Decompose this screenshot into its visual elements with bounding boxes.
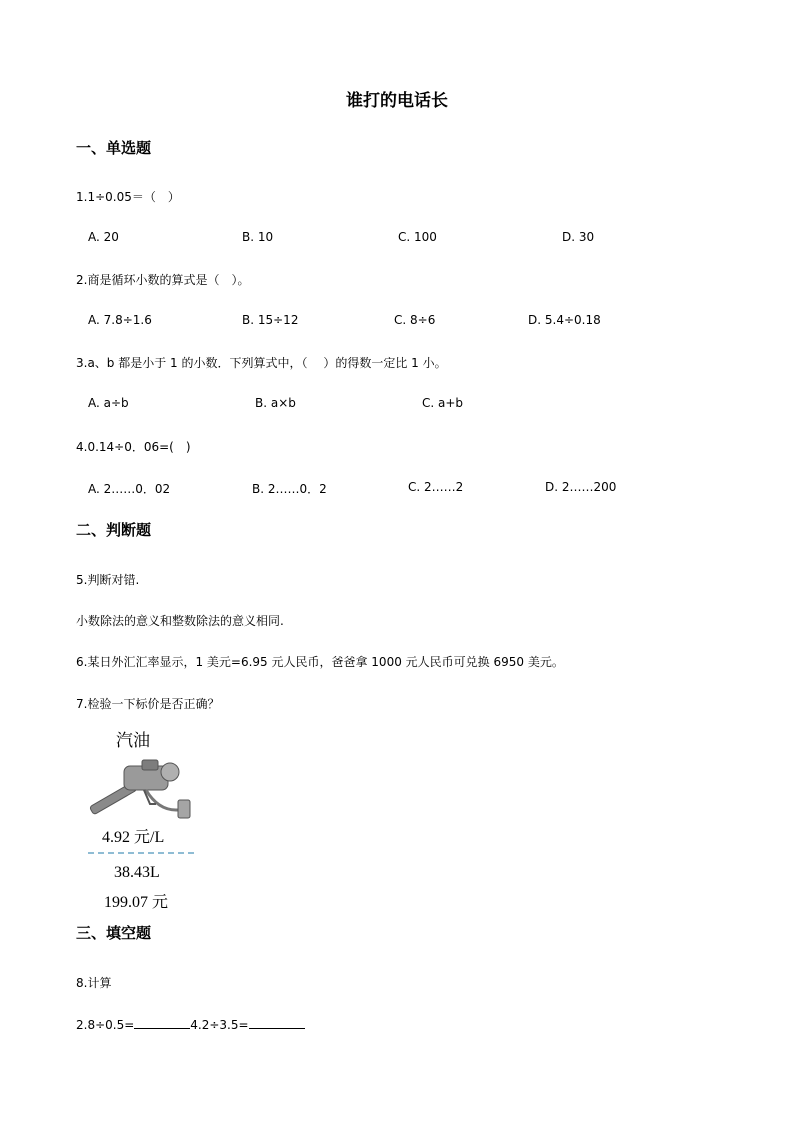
figure-total-price: 199.07 元	[104, 894, 169, 911]
question-6-stem: 6.某日外汇汇率显示，1 美元=6.95 元人民币，爸爸拿 1000 元人民币可兑换 6950 美元。	[76, 655, 564, 669]
question-3-stem: 3.a、b 都是小于 1 的小数．下列算式中，（ ）的得数一定比 1 小。	[76, 356, 447, 370]
question-8-expression-1: 2.8÷0.5=	[76, 1018, 135, 1032]
question-1-option-a: A. 20	[88, 230, 119, 244]
question-8-expression-2: 4.2÷3.5=	[190, 1018, 249, 1032]
figure-divider	[88, 852, 194, 854]
question-2-option-b: B. 15÷12	[242, 313, 299, 327]
section-heading-true-false: 二、判断题	[76, 521, 152, 539]
page-title: 谁打的电话长	[346, 91, 448, 111]
figure-unit-price: 4.92 元/L	[102, 829, 165, 846]
question-3-option-a: A. a÷b	[88, 396, 129, 410]
question-1-stem: 1.1÷0.05＝（ ）	[76, 190, 180, 204]
figure-label-gasoline: 汽油	[116, 731, 150, 751]
section-heading-single-choice: 一、单选题	[76, 139, 152, 157]
gas-price-figure	[84, 726, 200, 914]
question-8-line	[76, 1017, 305, 1032]
question-4-option-a: A. 2……0．02	[88, 482, 171, 496]
answer-blank-2[interactable]	[249, 1017, 305, 1029]
question-4-option-d: D. 2……200	[545, 480, 617, 494]
question-1-option-b: B. 10	[242, 230, 274, 244]
question-8-stem: 8.计算	[76, 976, 112, 990]
question-1-option-c: C. 100	[398, 230, 437, 244]
question-2-option-a: A. 7.8÷1.6	[88, 313, 152, 327]
question-5-statement: 小数除法的意义和整数除法的意义相同.	[76, 614, 284, 628]
figure-quantity: 38.43L	[114, 864, 160, 881]
question-4-option-c: C. 2……2	[408, 480, 464, 494]
question-1-option-d: D. 30	[562, 230, 595, 244]
fuel-nozzle-icon	[84, 752, 200, 822]
question-7-stem: 7.检验一下标价是否正确？	[76, 697, 220, 711]
section-heading-fill-in: 三、填空题	[76, 924, 152, 942]
question-2-option-d: D. 5.4÷0.18	[528, 313, 601, 327]
question-3-option-b: B. a×b	[255, 396, 296, 410]
question-2-stem: 2.商是循环小数的算式是（ ）。	[76, 273, 250, 287]
question-4-option-b: B. 2……0．2	[252, 482, 327, 496]
question-2-option-c: C. 8÷6	[394, 313, 436, 327]
question-4-stem: 4.0.14÷0．06=( )	[76, 440, 191, 454]
question-5-stem: 5.判断对错.	[76, 573, 140, 587]
question-3-option-c: C. a+b	[422, 396, 464, 410]
answer-blank-1[interactable]	[134, 1017, 190, 1029]
